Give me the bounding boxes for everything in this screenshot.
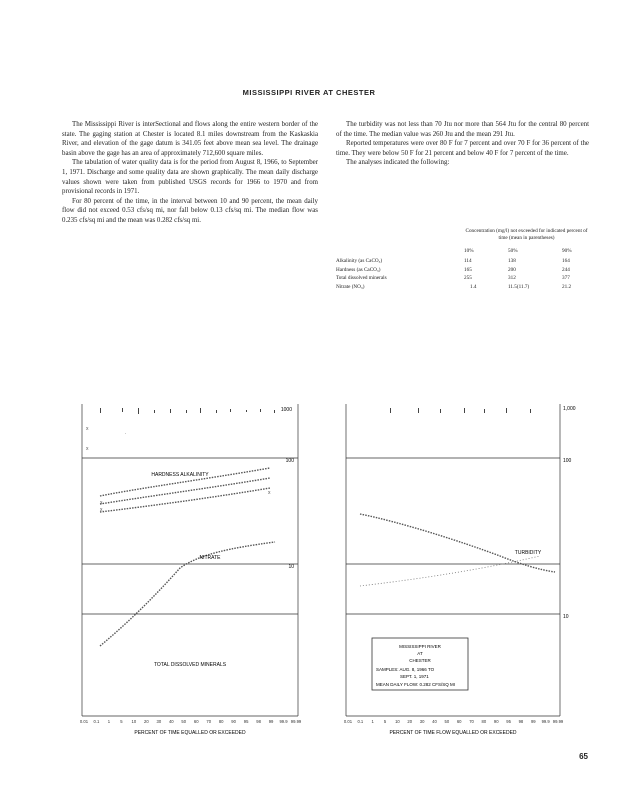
x-tick-label: 80 [218, 719, 224, 724]
x-tick-label: 70 [469, 719, 474, 724]
left-top-tick-row [100, 408, 275, 414]
probability-charts [60, 396, 580, 741]
right-x-tick-labels [344, 719, 564, 724]
x-tick-label: 20 [407, 719, 413, 724]
table-row [336, 284, 589, 293]
x-tick-label: 50 [444, 719, 450, 724]
left-x-axis-title: PERCENT OF TIME EQUALLED OR EXCEEDED [134, 730, 246, 736]
legend-line-4: SAMPLES: AUG. 8, 1966 TO [376, 667, 435, 672]
legend-line-1: MISSISSIPPI RIVER [399, 644, 441, 649]
right-axis-mid-label: 100 [563, 458, 572, 464]
row-label: Nitrate (NO₃) [336, 283, 365, 290]
left-paragraph-1: The Mississippi River is interSectional and flows along the entire western border of the state. The gaging station at Chester is located 8.1 miles downstream from the Kaskaskia River, and elevation of the gage datum is 341.05 feet above mean sea level. The drainage basin above the gage has an area of approximately 712,600 square miles. [62, 121, 318, 157]
table-row [336, 275, 589, 284]
row-value-90: 164 [562, 258, 570, 264]
x-tick-label: 99 [530, 719, 536, 724]
row-label: Total dissolved minerals [336, 275, 387, 281]
right-paragraph-2: Reported temperatures were over 80 F for 7 percent and over 70 F for 36 percent of the time. They were below 50 F for 21 percent and below 40 F for 7 percent of the time. [336, 140, 589, 157]
page-title: MISSISSIPPI RIVER AT CHESTER [242, 88, 376, 97]
nitrate-curve [100, 542, 275, 646]
left-paragraph-3: For 80 percent of the time, in the interval between 10 and 90 percent, the mean daily flow did not exceed 0.53 cfs/sq mi, nor fall below 0.13 cfs/sq mi. The median flow was 0.235 cfs/sq mi and the mean was 0.282 cfs/sq mi. [62, 197, 318, 224]
right-top-tick-row [390, 408, 531, 413]
x-tick-label: 0.1 [93, 719, 100, 724]
x-tick-label: 95 [243, 719, 249, 724]
left-scatter-mark: . [125, 430, 127, 436]
left-column [62, 120, 318, 226]
x-tick-label: 0.01 [343, 719, 353, 724]
x-tick-label: 95 [506, 719, 511, 724]
row-value-50: 200 [508, 266, 516, 273]
legend-line-2: AT [417, 651, 423, 656]
left-scatter-mark: x [100, 507, 103, 513]
x-tick-label: 99.9 [541, 719, 550, 724]
x-tick-label: 1 [107, 719, 111, 724]
right-axis-top-label: 1,000 [563, 406, 576, 412]
left-scatter-marks [86, 426, 271, 513]
x-tick-label: 20 [144, 719, 149, 724]
x-tick-label: 90 [231, 719, 236, 724]
row-value-50: 138 [508, 258, 516, 264]
x-tick-label: 70 [206, 719, 212, 724]
x-tick-label: 99 [268, 719, 274, 724]
legend-line-5: SEPT. 1, 1971 [400, 674, 429, 679]
right-x-axis-title: PERCENT OF TIME FLOW EQUALLED OR EXCEEDED [389, 730, 517, 736]
left-x-tick-labels [80, 719, 302, 724]
x-tick-label: 50 [181, 719, 187, 724]
row-value-10: 165 [464, 266, 472, 273]
x-tick-label: 90 [493, 719, 499, 724]
right-paragraph-1: The turbidity was not less than 70 Jtu nor more than 564 Jtu for the central 80 percent of the time. The median value was 260 Jtu and the mean 291 Jtu. [336, 121, 589, 138]
charts-svg [60, 396, 580, 741]
x-tick-label: 99.9 [279, 719, 288, 724]
x-tick-label: 0.01 [79, 719, 89, 724]
percent-header-90: 90% [562, 248, 572, 254]
row-value-90: 377 [562, 275, 570, 281]
percent-header-50: 50% [508, 248, 518, 254]
right-axis-low-label: 10 [563, 614, 569, 620]
x-tick-label: 5 [383, 719, 387, 724]
x-tick-label: 10 [131, 719, 137, 724]
row-value-10: 255 [464, 275, 472, 281]
left-scatter-mark: x [86, 426, 89, 432]
left-paragraph-2: The tabulation of water quality data is for the period from August 8, 1966, to September 1, 1971. Discharge and some quality data are shown graphically. The mean daily discharge values shown were taken from published USGS records for 1966 to 1970 and from provisional records in 1971. [62, 159, 318, 196]
dissolved-minerals-label: TOTAL DISSOLVED MINERALS [153, 662, 227, 668]
concentration-header-text: Concentration (mg/l) not exceeded for indicated percent of time (mean in parentheses) [465, 228, 588, 241]
page-number: 65 [579, 752, 588, 761]
row-value-50: 11.5(11.7) [508, 283, 530, 290]
x-tick-label: 40 [432, 719, 437, 724]
right-paragraph-3: The analyses indicated the following: [346, 159, 450, 167]
row-value-10: 1.4 [470, 283, 477, 290]
x-tick-label: 99.99 [290, 719, 302, 724]
percent-header-10: 10% [464, 248, 474, 254]
x-tick-label: 0.1 [357, 719, 364, 724]
legend-box [372, 638, 468, 690]
turbidity-label: TURBIDITY [514, 550, 542, 556]
left-chart-panel [82, 404, 298, 716]
left-axis-mid-label: 100 [285, 458, 294, 464]
left-axis-top-label: 1000 [280, 407, 292, 413]
row-value-10: 114 [464, 258, 472, 264]
row-label: Hardness (as CaCO₃) [336, 266, 381, 273]
x-tick-label: 30 [156, 719, 162, 724]
x-tick-label: 60 [193, 719, 199, 724]
x-tick-label: 98 [518, 719, 524, 724]
row-value-50: 312 [508, 275, 516, 281]
table-row [336, 258, 589, 267]
x-tick-label: 80 [481, 719, 487, 724]
right-column [336, 120, 589, 168]
nitrate-label: NITRATE [199, 555, 221, 561]
x-tick-label: 5 [120, 719, 123, 724]
x-tick-label: 99.99 [552, 719, 564, 724]
dissolved-minerals-curve [100, 488, 270, 512]
row-label: Alkalinity (as CaCO₃) [336, 258, 383, 264]
table-row [336, 267, 589, 276]
x-tick-label: 1 [371, 719, 374, 724]
legend-line-6: MEAN DAILY FLOW: 0.282 CFS/SQ MI [376, 682, 456, 687]
left-scatter-mark: x [86, 446, 89, 452]
row-value-90: 21.2 [562, 283, 572, 290]
left-axis-low-label: 10 [288, 564, 294, 570]
x-tick-label: 60 [456, 719, 462, 724]
legend-line-3: CHESTER [409, 658, 431, 663]
alkalinity-curve [100, 478, 270, 504]
left-scatter-mark: x [268, 490, 271, 496]
left-scatter-mark: x [100, 500, 103, 506]
x-tick-label: 40 [168, 719, 174, 724]
x-tick-label: 30 [419, 719, 425, 724]
concentration-table-header [336, 228, 589, 258]
x-tick-label: 98 [256, 719, 261, 724]
row-value-90: 244 [562, 266, 570, 273]
turbidity-curve [360, 514, 555, 572]
x-tick-label: 10 [395, 719, 400, 724]
concentration-table [336, 228, 589, 292]
hardness-alkalinity-label: HARDNESS ALKALINITY [151, 472, 209, 478]
